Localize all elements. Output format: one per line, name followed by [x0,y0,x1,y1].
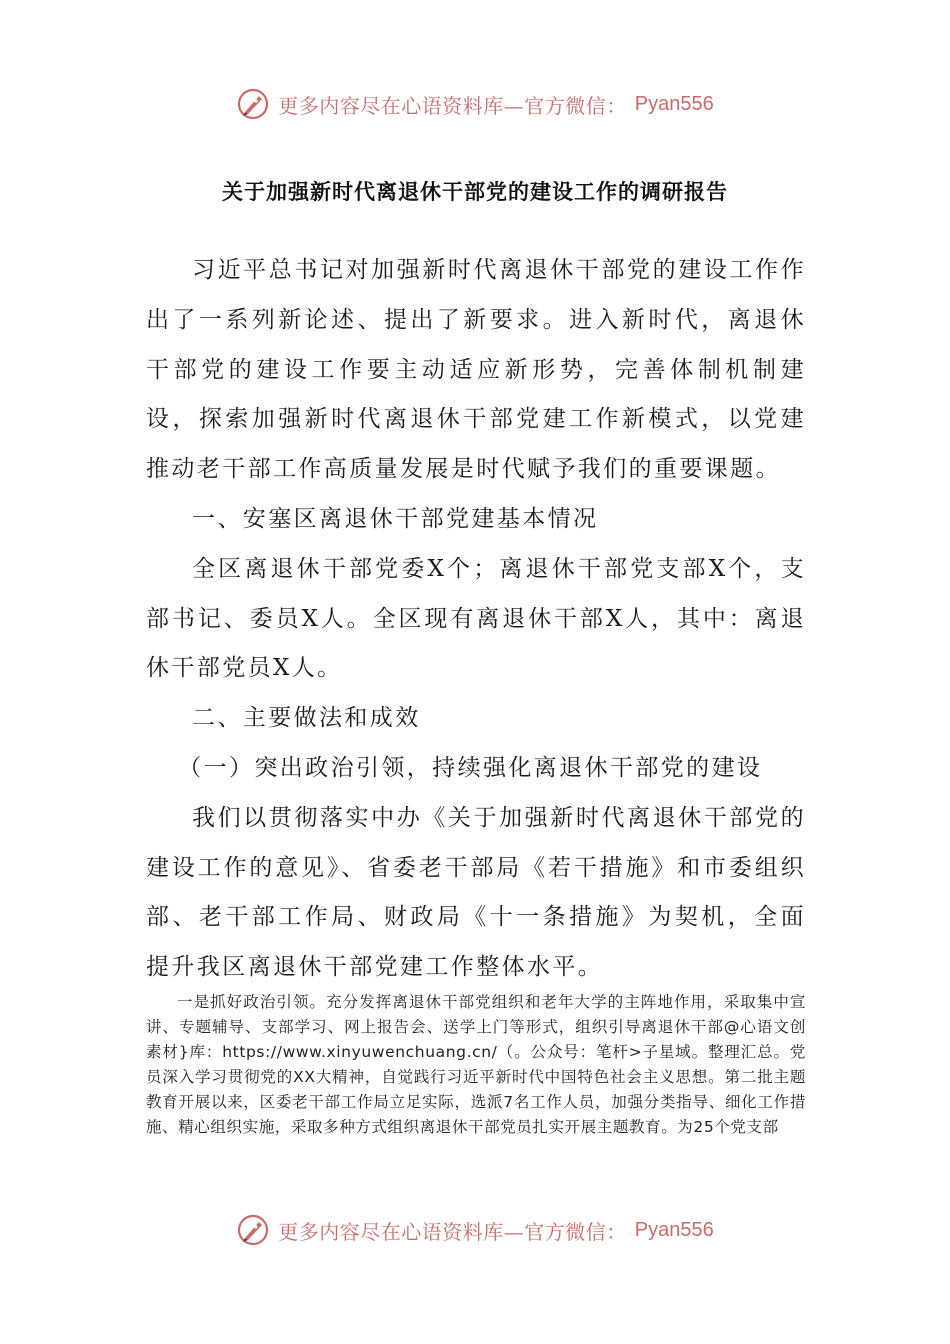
watermark-wechat-id: Pyan556 [634,1218,714,1241]
footer-watermark [0,1208,950,1252]
political-guidance-paragraph: 一是抓好政治引领。充分发挥离退休干部党组织和老年大学的主阵地作用，采取集中宣讲、专题辅导、支部学习、网上报告会、送学上门等形式，组织引导离退休干部@心语文创素材}库：https://www.xinyuwenchuang.cn/（。公众号：笔杆>子星域。整理汇总。党员深入学习贯彻党的XX大精神，自觉践行习近平新时代中国特色社会主义思想。第二批主题教育开展以来，区委老干部工作局立足实际，选派7名工作人员，加强分类指导、细化工作措施、精心组织实施，采取多种方式组织离退休干部党员扎实开展主题教育。为25个党支部 [146,993,806,1136]
pen-logo-icon [236,87,270,121]
pen-logo-icon [236,1213,270,1247]
practice-paragraph: 我们以贯彻落实中办《关于加强新时代离退休干部党的建设工作的意见》、省委老干部局《若干措施》和市委组织部、老干部工作局、财政局《十一条措施》为契机，全面提升我区离退休干部党建工作整体水平。 [146,804,806,981]
header-watermark [0,82,950,126]
document-small-text [146,990,806,1140]
basic-info-paragraph: 全区离退休干部党委X个；离退休干部党支部X个，支部书记、委员X人。全区现有离退休干部X人，其中：离退休干部党员X人。 [146,555,806,682]
document-title: 关于加强新时代离退休干部党的建设工作的调研报告 [222,180,728,204]
watermark-text: 更多内容尽在心语资料库—官方微信： [278,93,627,118]
subsection-heading-1: （一）突出政治引领，持续强化离退休干部党的建设 [178,754,763,781]
watermark-text: 更多内容尽在心语资料库—官方微信： [278,1219,627,1244]
section-heading-1: 一、安塞区离退休干部党建基本情况 [192,505,599,532]
section-heading-2: 二、主要做法和成效 [192,705,421,732]
intro-paragraph: 习近平总书记对加强新时代离退休干部党的建设工作作出了一系列新论述、提出了新要求。进入新时代，离退休干部党的建设工作要主动适应新形势，完善体制机制建设，探索加强新时代离退休干部党建工作新模式，以党建推动老干部工作高质量发展是时代赋予我们的重要课题。 [146,257,806,483]
watermark-wechat-id: Pyan556 [634,92,714,115]
document-body [146,246,806,993]
